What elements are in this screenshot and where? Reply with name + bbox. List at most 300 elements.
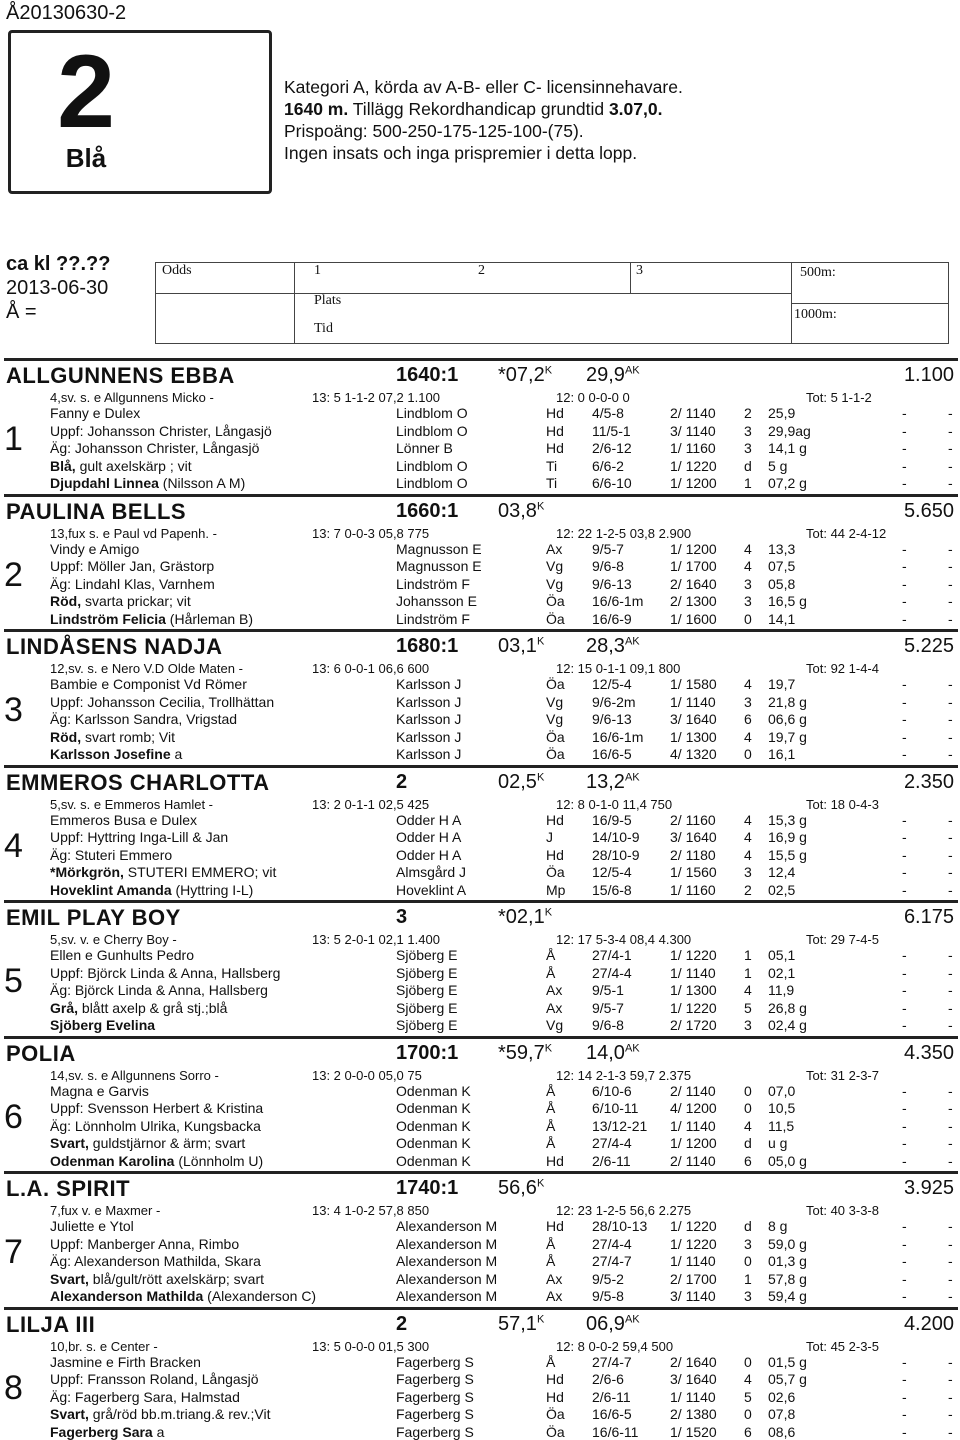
start-prize: - — [948, 1082, 953, 1099]
start-number: 6 — [4, 1097, 23, 1136]
horse-earnings: 4.350 — [903, 1041, 954, 1064]
record2-suffix: AK — [624, 364, 640, 377]
race-info-line2-text: Tillägg Rekordhandicap grundtid — [348, 99, 609, 119]
start-time: 05,7 g — [768, 1371, 807, 1387]
start-placing: 3 — [744, 1017, 752, 1033]
start-distance: 1/ 1140 — [670, 1388, 716, 1405]
start-date: 9/6-13 — [592, 575, 632, 592]
start-distance: 2/ 1180 — [670, 846, 716, 863]
start-odds: - — [902, 829, 907, 845]
entry-info-line — [50, 965, 280, 981]
start-date: 9/6-8 — [592, 1017, 624, 1033]
start-date: 16/6-11 — [592, 1423, 639, 1440]
plats-label: Plats — [314, 293, 342, 308]
start-time: 59,4 g — [768, 1288, 807, 1304]
start-time: 12,4 — [768, 864, 796, 880]
start-track: Å — [546, 947, 556, 963]
start-track: Å — [546, 1235, 556, 1252]
start-placing: 0 — [744, 746, 752, 762]
start-prize: - — [948, 610, 953, 627]
start-distance: 3/ 1640 — [670, 1371, 717, 1387]
start-time: 15,5 g — [768, 846, 807, 863]
info-bold: Karlsson Josefine — [50, 746, 171, 762]
info-text: Uppf: Johansson Cecilia, Trollhättan — [50, 693, 275, 710]
entry-separator — [4, 629, 958, 632]
start-distance: 1/ 1140 — [670, 964, 716, 981]
stat-2012: 12: 0 0-0-0 0 — [556, 390, 630, 405]
start-placing: 0 — [744, 1100, 752, 1116]
start-driver: Fagerberg S — [396, 1423, 474, 1440]
record2-value: 13,2 — [586, 770, 625, 793]
start-prize: - — [948, 947, 953, 963]
info-bold: Grå, — [50, 999, 79, 1016]
start-placing: 3 — [744, 422, 752, 439]
start-driver: Sjöberg E — [396, 999, 458, 1016]
start-prize: - — [948, 440, 953, 456]
horse-earnings: 6.175 — [903, 906, 954, 928]
stat-horse: 10,br. s. e Center - — [50, 1338, 158, 1354]
record2-value: 14,0 — [586, 1041, 625, 1064]
start-track: Hd — [546, 1388, 564, 1405]
start-time: 02,1 — [768, 964, 796, 981]
record-value: 03,8 — [498, 499, 537, 522]
start-odds: - — [902, 947, 907, 963]
start-odds: - — [902, 746, 907, 762]
start-prize: - — [948, 457, 953, 474]
stat-horse: 5,sv. s. e Emmeros Hamlet - — [50, 796, 214, 812]
start-track: J — [546, 829, 553, 845]
info-bold: Svart, — [50, 1270, 89, 1287]
start-track: Å — [546, 964, 556, 981]
start-track: Öa — [546, 1423, 565, 1440]
start-prize: - — [948, 593, 953, 609]
info-bold: Fagerberg Sara — [50, 1423, 153, 1440]
horse-record — [498, 1313, 544, 1336]
entry-info-line — [50, 576, 215, 592]
entry-info-line — [50, 611, 253, 627]
record-suffix: K — [536, 499, 545, 512]
start-track: Vg — [546, 693, 564, 710]
start-odds: - — [902, 1117, 907, 1134]
odds-col-3: 3 — [636, 263, 643, 278]
info-text: grå/röd bb.m.triang.& rev.;Vit — [88, 1406, 271, 1422]
start-driver: Sjöberg E — [396, 982, 458, 998]
entry-info-line — [50, 1389, 240, 1405]
race-number: 2 — [57, 34, 115, 150]
start-odds: - — [902, 1235, 907, 1252]
start-driver: Lindblom O — [396, 422, 468, 439]
record-value: 02,5 — [498, 770, 537, 793]
start-track: Vg — [546, 711, 564, 727]
start-date: 27/4-1 — [592, 947, 632, 963]
start-prize: - — [948, 1371, 953, 1387]
stat-2013: 13: 4 1-0-2 57,8 850 — [312, 1203, 430, 1218]
start-date: 13/12-21 — [592, 1117, 648, 1134]
horse-record-autostart — [586, 1313, 640, 1336]
start-time: 07,5 — [768, 558, 796, 574]
start-date: 27/4-4 — [592, 964, 632, 981]
horse-name: LILJA III — [6, 1311, 96, 1337]
info-text: guldstjärnor & ärm; svart — [88, 1135, 246, 1151]
start-time: 15,3 g — [768, 811, 807, 828]
start-odds: - — [902, 1406, 907, 1422]
start-number: 2 — [4, 555, 23, 594]
start-track: Vg — [546, 575, 564, 592]
start-track: Hd — [546, 846, 564, 863]
start-odds: - — [902, 864, 907, 880]
start-prize: - — [948, 575, 953, 592]
entry-info-line — [50, 475, 245, 491]
record2-suffix: AK — [624, 770, 640, 783]
start-placing: 6 — [744, 1152, 752, 1169]
start-placing: 3 — [744, 1288, 752, 1304]
start-date: 6/6-2 — [592, 457, 624, 474]
stat-2012: 12: 22 1-2-5 03,8 2.900 — [556, 525, 692, 541]
start-prize: - — [948, 829, 953, 845]
stat-total: Tot: 40 3-3-8 — [806, 1203, 879, 1218]
horse-record — [498, 500, 544, 523]
start-date: 4/5-8 — [592, 405, 624, 421]
start-placing: 2 — [744, 405, 752, 421]
start-prize: - — [948, 475, 953, 491]
start-date: 9/5-7 — [592, 999, 624, 1016]
start-odds: - — [902, 540, 907, 557]
start-distance: 1/ 1220 — [670, 999, 717, 1016]
start-distance: 2/ 1140 — [670, 1082, 716, 1099]
start-driver: Fagerberg S — [396, 1406, 474, 1422]
start-distance: 1/ 1600 — [670, 610, 717, 627]
start-prize: - — [948, 1235, 953, 1252]
stat-2013: 13: 7 0-0-3 05,8 775 — [312, 525, 430, 541]
info-bold: Svart, — [50, 1135, 89, 1151]
record-value: *59,7 — [498, 1041, 545, 1064]
start-odds: - — [902, 1082, 907, 1099]
start-track: Ax — [546, 1288, 563, 1304]
start-odds: - — [902, 405, 907, 421]
start-odds: - — [902, 422, 907, 439]
start-odds: - — [902, 982, 907, 998]
start-date: 27/4-7 — [592, 1353, 632, 1370]
entry-info-line — [50, 847, 172, 863]
info-bold: Röd, — [50, 593, 82, 609]
start-number: 3 — [4, 691, 23, 729]
start-odds: - — [902, 1288, 907, 1304]
start-driver: Odenman K — [396, 1100, 471, 1116]
start-number: 7 — [4, 1233, 23, 1271]
start-prize: - — [948, 1017, 953, 1033]
start-odds: - — [902, 676, 907, 692]
horse-earnings: 5.225 — [903, 635, 954, 657]
info-text: Äg: Fagerberg Sara, Halmstad — [50, 1388, 240, 1405]
start-distance: 3/ 1140 — [670, 422, 716, 439]
entry-info-line — [50, 1253, 261, 1269]
start-driver: Alexanderson M — [396, 1218, 498, 1234]
record-value: *07,2 — [498, 364, 545, 386]
start-placing: 0 — [744, 1406, 752, 1422]
stat-total: Tot: 29 7-4-5 — [806, 932, 879, 947]
start-driver: Alexanderson M — [396, 1270, 498, 1287]
start-distance: 1/ 1220 — [670, 947, 717, 963]
start-date: 27/4-4 — [592, 1135, 632, 1151]
start-time: 19,7 g — [768, 728, 807, 745]
start-placing: 3 — [744, 693, 752, 710]
start-time: 16,1 — [768, 746, 796, 762]
info-text: Äg: Lindahl Klas, Varnhem — [50, 575, 215, 592]
start-placing: 0 — [744, 1253, 752, 1269]
entry-info-line — [50, 1271, 264, 1287]
race-grundtid: 3.07,0. — [608, 99, 663, 119]
start-driver: Odder H A — [396, 811, 462, 828]
start-driver: Odder H A — [396, 829, 462, 845]
horse-earnings: 1.100 — [903, 364, 954, 386]
entry-info-line — [50, 593, 191, 609]
start-placing: 1 — [744, 475, 752, 491]
stat-horse: 7,fux v. e Maxmer - — [50, 1203, 161, 1218]
horse-name: LINDÅSENS NADJA — [6, 634, 223, 659]
start-distance: 1/ 1220 — [670, 1235, 717, 1252]
info-text: Äg: Alexanderson Mathilda, Skara — [50, 1253, 261, 1269]
a-label: Å = — [6, 301, 37, 323]
entry-info-line — [50, 1288, 316, 1304]
start-placing: 0 — [744, 1082, 752, 1099]
start-placing: 4 — [744, 811, 752, 828]
stat-2013: 13: 2 0-1-1 02,5 425 — [312, 796, 430, 812]
start-placing: 1 — [744, 964, 752, 981]
horse-record-autostart — [586, 635, 640, 658]
start-driver: Fagerberg S — [396, 1371, 474, 1387]
info-text: Uppf: Björck Linda & Anna, Hallsberg — [50, 964, 281, 981]
start-odds: - — [902, 999, 907, 1016]
start-driver: Karlsson J — [396, 746, 462, 762]
entry-info-line — [50, 1236, 239, 1252]
start-driver: Fagerberg S — [396, 1388, 474, 1405]
start-distance: 2/ 1300 — [670, 593, 717, 609]
entry-info-line — [50, 1000, 227, 1016]
start-odds: - — [902, 846, 907, 863]
start-date: 6/10-11 — [592, 1100, 639, 1116]
start-distance: 2/ 1140 — [670, 405, 716, 421]
start-date: 9/5-2 — [592, 1270, 624, 1287]
stat-2013: 13: 6 0-0-1 06,6 600 — [312, 661, 430, 676]
start-placing: 3 — [744, 440, 752, 456]
horse-distance: 2 — [396, 770, 408, 793]
entry-info-line — [50, 1153, 263, 1169]
start-driver: Fagerberg S — [396, 1353, 474, 1370]
info-text: Vindy e Amigo — [50, 540, 140, 557]
horse-record — [498, 1177, 544, 1200]
race-distance: 1640 m. — [284, 99, 349, 119]
start-prize: - — [948, 711, 953, 727]
start-prize: - — [948, 964, 953, 981]
stat-horse: 12,sv. s. e Nero V.D Olde Maten - — [50, 661, 243, 676]
start-placing: d — [744, 457, 752, 474]
start-odds: - — [902, 693, 907, 710]
start-odds: - — [902, 558, 907, 574]
start-prize: - — [948, 405, 953, 421]
horse-distance: 1640:1 — [396, 364, 459, 386]
start-distance: 1/ 1520 — [670, 1423, 717, 1440]
start-prize: - — [948, 1117, 953, 1134]
start-odds: - — [902, 811, 907, 828]
info-text: Uppf: Svensson Herbert & Kristina — [50, 1100, 264, 1116]
start-driver: Lindström F — [396, 610, 470, 627]
info-text: a — [152, 1423, 165, 1440]
stat-2012: 12: 23 1-2-5 56,6 2.275 — [556, 1203, 692, 1218]
start-track: Vg — [546, 1017, 564, 1033]
start-track: Öa — [546, 728, 565, 745]
info-text: Äg: Karlsson Sandra, Vrigstad — [50, 711, 238, 727]
info-bold: Lindström Felicia — [50, 610, 166, 627]
stat-total: Tot: 5 1-1-2 — [806, 390, 872, 405]
start-driver: Almsgård J — [396, 864, 467, 880]
start-placing: 4 — [744, 982, 752, 998]
start-track: Öa — [546, 1406, 565, 1422]
start-time: 07,8 — [768, 1406, 796, 1422]
horse-name: POLIA — [6, 1040, 76, 1066]
entry-info-line — [50, 864, 276, 880]
horse-distance: 1680:1 — [396, 635, 459, 657]
entry-separator — [4, 900, 958, 903]
start-distance: 2/ 1720 — [670, 1017, 717, 1033]
start-track: Öa — [546, 593, 565, 609]
start-date: 9/6-13 — [592, 711, 632, 727]
start-odds: - — [902, 1253, 907, 1269]
start-date: 16/6-9 — [592, 610, 632, 627]
start-date: 9/5-7 — [592, 540, 624, 557]
start-driver: Alexanderson M — [396, 1253, 498, 1269]
start-driver: Lindblom O — [396, 457, 468, 474]
start-distance: 3/ 1640 — [670, 829, 717, 845]
start-date: 11/5-1 — [592, 422, 631, 439]
start-prize: - — [948, 864, 953, 880]
start-placing: 6 — [744, 1423, 752, 1440]
horse-record-autostart — [586, 771, 640, 794]
record-value: 56,6 — [498, 1177, 537, 1199]
info-bold: Sjöberg Evelina — [50, 1017, 156, 1033]
entry-info-line — [50, 882, 253, 898]
start-odds: - — [902, 1270, 907, 1287]
start-odds: - — [902, 1388, 907, 1405]
info-text: Ellen e Gunhults Pedro — [50, 947, 194, 963]
horse-record — [498, 906, 552, 929]
start-distance: 1/ 1300 — [670, 982, 717, 998]
start-driver: Magnusson E — [396, 540, 482, 557]
stat-horse: 4,sv. s. e Allgunnens Micko - — [50, 390, 214, 405]
start-time: u g — [768, 1135, 788, 1151]
info-text: Fanny e Dulex — [50, 405, 141, 421]
start-driver: Sjöberg E — [396, 947, 458, 963]
start-prize: - — [948, 540, 953, 557]
start-date: 28/10-9 — [592, 846, 640, 863]
start-odds: - — [902, 440, 907, 456]
entry-separator — [4, 1171, 958, 1174]
start-time: 02,6 — [768, 1388, 796, 1405]
start-date: 16/6-1m — [592, 728, 644, 745]
start-driver: Sjöberg E — [396, 1017, 458, 1033]
time-block — [6, 252, 110, 324]
start-odds: - — [902, 593, 907, 609]
race-info — [284, 76, 683, 164]
race-info-line4: Ingen insats och inga prispremier i detta lopp. — [284, 143, 638, 163]
horse-name: PAULINA BELLS — [6, 498, 187, 524]
horse-earnings: 5.650 — [903, 499, 954, 522]
start-placing: 0 — [744, 610, 752, 627]
info-text: gult axelskärp ; vit — [75, 457, 192, 474]
start-track: Hd — [546, 811, 564, 828]
start-date: 27/4-7 — [592, 1253, 632, 1269]
start-placing: 4 — [744, 1371, 752, 1387]
info-text: Magna e Garvis — [50, 1082, 149, 1099]
info-bold: *Mörkgrön, — [50, 864, 124, 880]
start-time: 29,9ag — [768, 422, 811, 439]
start-track: Å — [546, 1082, 556, 1099]
entry-info-line — [50, 1406, 270, 1422]
start-placing: 4 — [744, 846, 752, 863]
race-info-line2 — [284, 98, 683, 120]
info-text: a — [170, 746, 183, 762]
start-time: 05,8 — [768, 575, 796, 592]
start-placing: 4 — [744, 728, 752, 745]
start-time: 8 g — [768, 1218, 788, 1234]
stat-2012: 12: 8 0-1-0 11,4 750 — [556, 796, 673, 812]
start-prize: - — [948, 999, 953, 1016]
start-date: 2/6-11 — [592, 1152, 631, 1169]
info-text: STUTERI EMMERO; vit — [123, 864, 277, 880]
record-suffix: K — [544, 906, 553, 919]
start-distance: 1/ 1140 — [670, 1117, 716, 1134]
start-number: 8 — [4, 1368, 23, 1407]
horse-distance: 2 — [396, 1312, 408, 1335]
stat-total: Tot: 92 1-4-4 — [806, 661, 879, 676]
record-suffix: K — [536, 635, 545, 648]
info-bold: Svart, — [50, 1406, 89, 1422]
start-prize: - — [948, 676, 953, 692]
info-text: Uppf: Hyttring Inga-Lill & Jan — [50, 829, 229, 845]
info-text: Uppf: Fransson Roland, Långasjö — [50, 1371, 259, 1387]
start-time: 14,1 g — [768, 440, 807, 456]
start-placing: 1 — [744, 1270, 752, 1287]
start-driver: Karlsson J — [396, 693, 462, 710]
start-time: 5 g — [768, 457, 788, 474]
start-prize: - — [948, 1152, 953, 1169]
entry-info-line — [50, 982, 268, 998]
stat-total: Tot: 31 2-3-7 — [806, 1067, 879, 1083]
start-driver: Odder H A — [396, 846, 462, 863]
start-driver: Lindblom O — [396, 475, 468, 491]
stat-2012: 12: 8 0-0-2 59,4 500 — [556, 1338, 674, 1354]
start-track: Ax — [546, 1270, 563, 1287]
info-text: Juliette e Ytol — [50, 1218, 134, 1234]
start-track: Hd — [546, 405, 564, 421]
start-placing: d — [744, 1218, 752, 1234]
entry-info-line — [50, 440, 259, 456]
odds-box — [155, 262, 949, 344]
start-driver: Lönner B — [396, 440, 453, 456]
entry-info-line — [50, 694, 274, 710]
horse-record — [498, 1042, 552, 1065]
record2-value: 28,3 — [586, 635, 625, 657]
start-time: 02,5 — [768, 881, 796, 898]
entry-separator — [4, 494, 958, 497]
start-driver: Odenman K — [396, 1082, 471, 1099]
start-prize: - — [948, 1288, 953, 1304]
start-prize: - — [948, 1253, 953, 1269]
start-driver: Karlsson J — [396, 711, 462, 727]
start-date: 27/4-4 — [592, 1235, 632, 1252]
start-date: 9/5-8 — [592, 1288, 624, 1304]
start-track: Å — [546, 1353, 556, 1370]
horse-name: EMIL PLAY BOY — [6, 905, 181, 930]
